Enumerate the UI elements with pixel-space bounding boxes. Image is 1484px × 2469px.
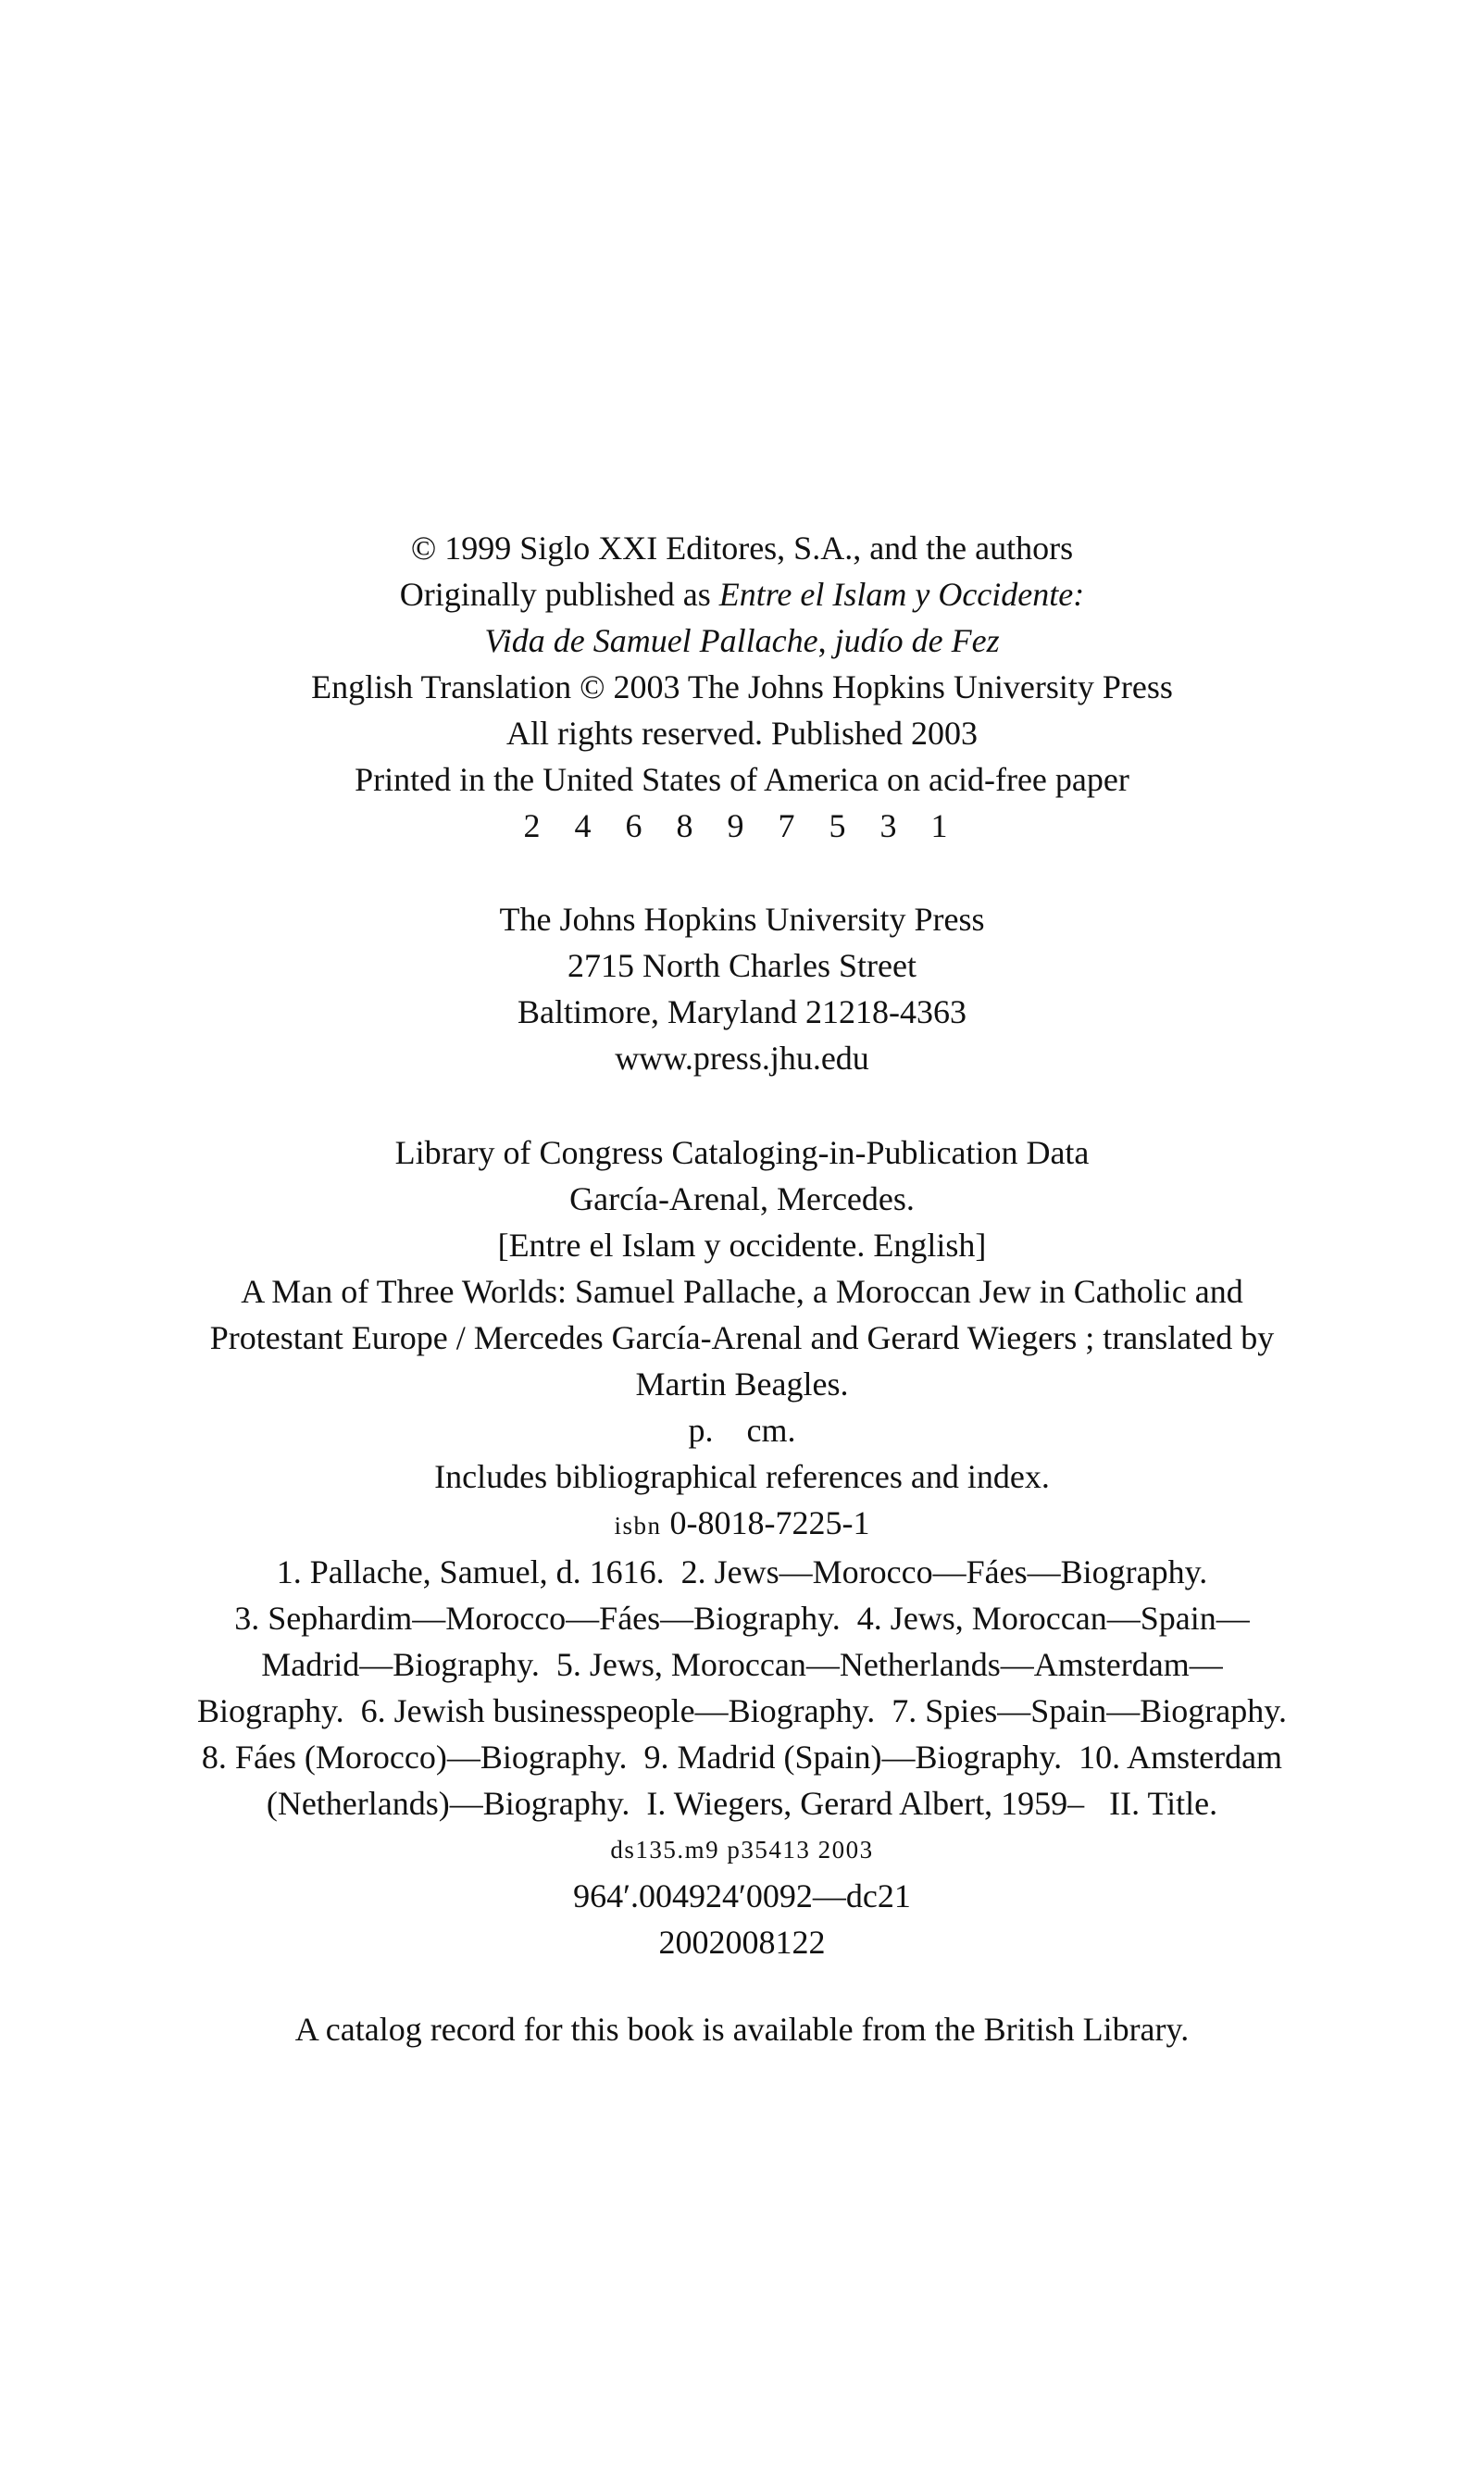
cip-author: García-Arenal, Mercedes. [569,1180,915,1217]
original-publication-prefix: Originally published as [399,576,719,613]
isbn-value: 0-8018-7225-1 [661,1504,870,1541]
cip-lc-call-number: ds135.m9 p35413 2003 [610,1836,874,1864]
cip-subject-line: (Netherlands)—Biography. I. Wiegers, Gerard Albert, 1959– II. Title. [266,1785,1218,1822]
copyright-notice: © 1999 Siglo XXI Editores, S.A., and the authors [410,530,1074,567]
isbn-label: isbn [614,1512,662,1540]
cip-subject-line: 3. Sephardim—Morocco—Fáes—Biography. 4. Jews, Moroccan—Spain— [234,1600,1250,1637]
publisher-name: The Johns Hopkins University Press [499,901,985,938]
cip-subject-line: 8. Fáes (Morocco)—Biography. 9. Madrid (Spain)—Biography. 10. Amsterdam [201,1739,1283,1776]
cip-title-line: A Man of Three Worlds: Samuel Pallache, a Moroccan Jew in Catholic and [241,1273,1243,1310]
rights-statement: All rights reserved. Published 2003 [506,715,978,752]
printing-statement: Printed in the United States of America on acid-free paper [355,761,1129,798]
printing-number-line: 2 4 6 8 9 7 5 3 1 [523,807,961,844]
original-title-separator: , [817,622,835,659]
cip-isbn [130,1500,1354,1549]
original-title-part1: Entre el Islam y Occidente: [718,576,1085,613]
cip-data-block [130,1129,1354,1965]
publisher-website: www.press.jhu.edu [615,1040,869,1077]
original-title-line [130,617,1354,664]
cip-subject-line: 1. Pallache, Samuel, d. 1616. 2. Jews—Morocco—Fáes—Biography. [276,1553,1208,1590]
copyright-block [130,525,1354,849]
cip-notes: Includes bibliographical references and index. [434,1458,1050,1495]
british-library-statement: A catalog record for this book is available from the British Library. [294,2011,1190,2048]
original-title-part2: Vida de Samuel Pallache [484,622,818,659]
cip-uniform-title: [Entre el Islam y occidente. English] [497,1227,987,1264]
publisher-address-block [130,896,1354,1081]
british-library-block [130,2006,1354,2052]
cip-heading: Library of Congress Cataloging-in-Publication Data [394,1134,1090,1171]
cip-title-line: Protestant Europe / Mercedes García-Arenal and Gerard Wiegers ; translated by [209,1319,1275,1356]
translation-copyright: English Translation © 2003 The Johns Hopkins University Press [311,668,1173,705]
cip-subject-line: Biography. 6. Jewish businesspeople—Biography. 7. Spies—Spain—Biography. [197,1692,1287,1729]
cip-lccn: 2002008122 [658,1924,826,1961]
publisher-street: 2715 North Charles Street [567,947,917,984]
original-publication-line [130,571,1354,617]
cip-physical-description: p. cm. [688,1412,796,1449]
original-title-part3: judío de Fez [834,622,1000,659]
cip-subject-line: Madrid—Biography. 5. Jews, Moroccan—Netherlands—Amsterdam— [261,1646,1223,1683]
publisher-city: Baltimore, Maryland 21218-4363 [518,993,966,1030]
cip-dewey-number: 964′.004924′0092—dc21 [573,1877,911,1914]
cip-title-line: Martin Beagles. [635,1365,849,1403]
